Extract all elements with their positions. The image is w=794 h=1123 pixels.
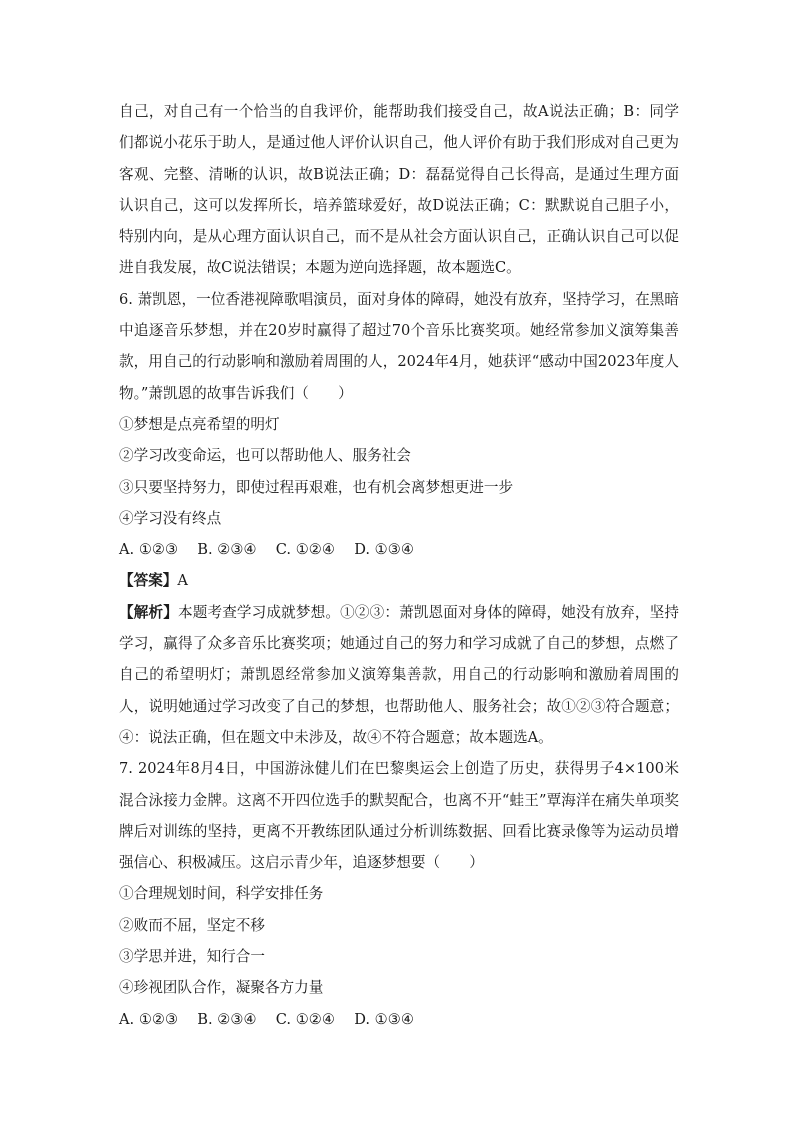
document-content: [119, 96, 679, 1035]
question-7: [119, 753, 679, 1035]
analysis-label: 【解析】: [119, 603, 178, 621]
question-7-choices: A. ①②③ B. ②③④ C. ①②④ D. ①③④: [119, 1010, 414, 1028]
question-7-item-2: ②败而不屈，坚定不移: [119, 916, 265, 934]
question-7-item-3: ③学思并进，知行合一: [119, 948, 265, 966]
answer-label: 【答案】: [119, 572, 178, 590]
question-7-item-4: ④珍视团队合作，凝聚各方力量: [119, 979, 324, 997]
question-7-stem: 7. 2024年8月4日，中国游泳健儿们在巴黎奥运会上创造了历史，获得男子4×100米混合泳接力金牌。这离不开四位选手的默契配合，也离不开“蛙王”覃海洋在痛失单项奖牌后对训练的坚持，更离不开教练团队通过分析训练数据、回看比赛录像等为运动员增强信心、积极减压。这启示青少年，追逐梦想要（ ）: [119, 760, 679, 872]
previous-question-analysis: 自己，对自己有一个恰当的自我评价，能帮助我们接受自己，故A说法正确；B：同学们都说小花乐于助人，是通过他人评价认识自己，他人评价有助于我们形成对自己更为客观、完整、清晰的认识，故B说法正确；D：磊磊觉得自己长得高，是通过生理方面认识自己，这可以发挥所长，培养篮球爱好，故D说法正确；C：默默说自己胆子小，特别内向，是从心理方面认识自己，而不是从社会方面认识自己，正确认识自己可以促进自我发展，故C说法错误；本题为逆向选择题，故本题选C。: [119, 103, 679, 277]
question-6-item-1: ①梦想是点亮希望的明灯: [119, 415, 280, 433]
question-6: [119, 284, 679, 753]
question-6-stem: 6. 萧凯恩，一位香港视障歌唱演员，面对身体的障碍，她没有放弃，坚持学习，在黑暗中追逐音乐梦想，并在20岁时赢得了超过70个音乐比赛奖项。她经常参加义演筹集善款，用自己的行动影响和激励着周围的人，2024年4月，她获评“感动中国2023年度人物。”萧凯恩的故事告诉我们（ ）: [119, 290, 679, 402]
analysis-text: 本题考查学习成就梦想。①②③：萧凯恩面对身体的障碍，她没有放弃，坚持学习，赢得了众多音乐比赛奖项；她通过自己的努力和学习成就了自己的梦想，点燃了自己的希望明灯；萧凯恩经常参加义演筹集善款，用自己的行动影响和激励着周围的人，说明她通过学习改变了自己的梦想，也帮助他人、服务社会；故①②③符合题意；④：说法正确，但在题文中未涉及，故④不符合题意；故本题选A。: [119, 603, 679, 746]
answer-value: A: [177, 572, 188, 590]
question-6-choices: A. ①②③ B. ②③④ C. ①②④ D. ①③④: [119, 541, 414, 559]
question-6-item-2: ②学习改变命运，也可以帮助他人、服务社会: [119, 447, 411, 465]
question-6-item-3: ③只要坚持努力，即使过程再艰难，也有机会离梦想更进一步: [119, 478, 514, 496]
question-6-analysis: [119, 597, 679, 753]
question-7-item-1: ①合理规划时间，科学安排任务: [119, 885, 324, 903]
question-6-item-4: ④学习没有终点: [119, 509, 222, 527]
question-6-answer: [119, 565, 679, 596]
